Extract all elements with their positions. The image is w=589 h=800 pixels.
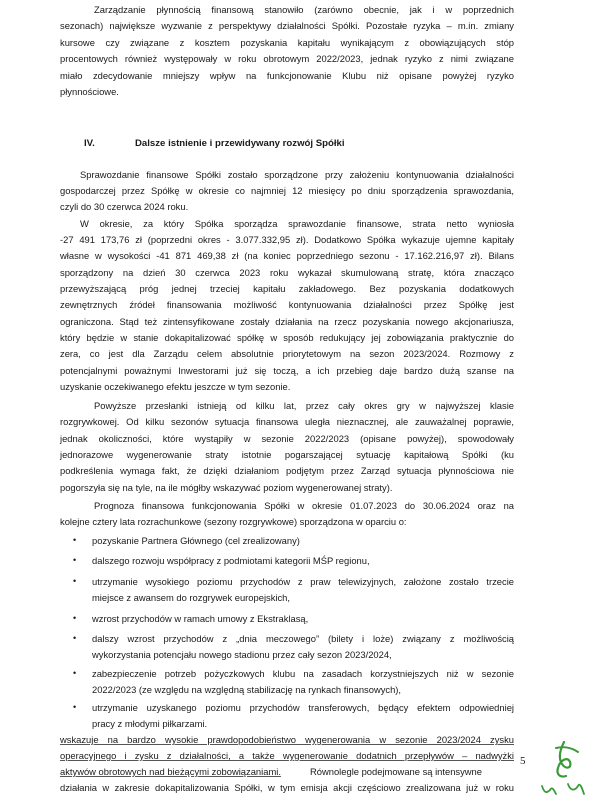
text-line: procentowych również występowały w roku obrotowym 2022/2023, jednak ryzyko z nimi związane — [60, 53, 514, 64]
list-item: wzrost przychodów w ramach umowy z Ekstraklasą, — [92, 613, 309, 624]
text-line: kursowe czy związane z kosztem pozyskania kapitału wynikającym z obowiązujących stóp — [60, 37, 514, 48]
bullet-icon: • — [73, 702, 77, 712]
text-line: własne w wysokości -41 871 469,38 zł (na koniec poprzedniego sezonu - 17.162.216,97 zł). Bilans — [60, 250, 514, 261]
bullet-icon: • — [73, 668, 77, 678]
bullet-icon: • — [73, 633, 77, 643]
list-item-continuation: wykorzystania potencjału nowego stadionu przez cały sezon 2023/2024, — [92, 649, 392, 660]
list-item: zabezpieczenie potrzeb pożyczkowych klubu na zasadach korzystniejszych niż w sezonie — [92, 668, 514, 679]
page-number: 5 — [520, 755, 526, 767]
text-line: zewnętrznych źródeł finansowania możliwość kontynuowania działalności przez Spółkę jest — [60, 299, 514, 310]
text-line: jednorazowe wygenerowanie straty istotnie pogarszającej sytuację kapitałową Spółki (ku — [60, 449, 514, 460]
text-line: który będzie w stanie dokapitalizować spółkę w sposób redukujący jej zobowiązania praktycznie do — [60, 332, 514, 343]
text-line: Równolegle podejmowane są intensywne — [310, 766, 482, 777]
text-line: działania w zakresie dokapitalizowania Spółki, w tym emisja akcji częściowo zrealizowana już w roku — [60, 782, 514, 793]
text-line: uzyskanie oczekiwanego efektu jeszcze w tym sezonie. — [60, 381, 291, 392]
list-item-continuation: miejsce z awansem do rozgrywek europejskich, — [92, 592, 290, 603]
bullet-icon: • — [73, 576, 77, 586]
text-line: -27 491 173,76 zł (poprzedni okres - 3.077.332,95 zł). Dodatkowo Spółka wykazuje ujemne kapitały — [60, 234, 514, 245]
text-line: aktywów obrotowych nad bieżącymi zobowiązaniami. — [60, 766, 281, 777]
text-line: rozgrywkowej. Od kilku sezonów sytuacja finansowa uległa nieznacznej, ale zauważalnej poprawie, — [60, 416, 514, 427]
text-line: W okresie, za który Spółka sporządza sprawozdanie finansowe, strata netto wyniosła — [80, 218, 514, 229]
text-line: gospodarczej przez Spółkę w okresie co najmniej 12 miesięcy po dniu sporządzenia sprawozdania, — [60, 185, 514, 196]
list-item: utrzymanie uzyskanego poziomu przychodów transferowych, będący efektem odpowiedniej — [92, 702, 514, 713]
text-line: płynnościowe. — [60, 86, 119, 97]
text-line: potencjalnymi poważnymi Inwestorami już się toczą, a ich przebieg daje bardzo dużą szanse na — [60, 365, 514, 376]
text-line: przewyższającą próg jednej trzeciej kapitału zakładowego. Bez pozyskania dodatkowych — [60, 283, 514, 294]
section-title: Dalsze istnienie i przewidywany rozwój Spółki — [135, 138, 345, 149]
text-line: Sprawozdanie finansowe Spółki zostało sporządzone przy założeniu kontynuowania działalności — [80, 169, 514, 180]
text-line: Powyższe przesłanki istnieją od kilku lat, przez cały okres gry w najwyższej klasie — [94, 400, 514, 411]
text-line: podkreślenia wymaga fakt, że dzięki działaniom podjętym przez Zarząd sytuacja płynnościowa nie — [60, 465, 514, 476]
text-line: Zarządzanie płynnością finansową stanowiło (zarówno obecnie, jak i w poprzednich — [94, 4, 514, 15]
text-line: kolejne cztery lata rozrachunkowe (sezony rozgrywkowe) sporządzona w oparciu o: — [60, 516, 407, 527]
text-line: Prognoza finansowa funkcjonowania Spółki w okresie 01.07.2023 do 30.06.2024 oraz na — [94, 500, 514, 511]
signature-initials-icon — [520, 728, 589, 800]
list-item: dalszego rozwoju współpracy z podmiotami kategorii MŚP regionu, — [92, 555, 370, 566]
list-item: pozyskanie Partnera Głównego (cel zrealizowany) — [92, 535, 300, 546]
bullet-icon: • — [73, 555, 77, 565]
text-line: jednak okoliczności, które wystąpiły w sezonie 2022/2023 (opisane powyżej), spowodowały — [60, 433, 514, 444]
bullet-icon: • — [73, 535, 77, 545]
text-line: sporządzony na dzień 30 czerwca 2023 roku wykazał skumulowaną stratę, która znacząco — [60, 267, 514, 278]
list-item: utrzymanie wysokiego poziomu przychodów z praw telewizyjnych, założone zostało trzecie — [92, 576, 514, 587]
text-line: operacyjnego i zysku z działalności, a także wygenerowanie dodatnich przepływów – nadwyżki — [60, 750, 514, 761]
bullet-icon: • — [73, 613, 77, 623]
list-item-continuation: pracy z młodymi piłkarzami. — [92, 718, 208, 729]
text-line: czyli do 30 czerwca 2024 roku. — [60, 201, 189, 212]
text-line: wskazuje na bardzo wysokie prawdopodobieństwo wygenerowania w sezonie 2023/2024 zysku — [60, 734, 514, 745]
text-line: pogorszyła się na tyle, na ile mógłby wskazywać poziom wygenerowanej straty). — [60, 482, 393, 493]
list-item-continuation: 2022/2023 (ze względu na względną stabilizację na rynkach finansowych), — [92, 684, 402, 695]
text-line: sezonach) największe wyzwanie z perspektywy działalności Spółki. Pozostałe ryzyka – m.in. zmiany — [60, 20, 514, 31]
list-item: dalszy wzrost przychodów z „dnia meczowego” (bilety i loże) związany z możliwością — [92, 633, 514, 644]
section-number: IV. — [84, 138, 95, 149]
text-line: ograniczona. Stąd też zintensyfikowane zostały działania na rzecz pozyskania nowego akcjonariusza, — [60, 316, 514, 327]
text-line: miało zdecydowanie mniejszy wpływ na funkcjonowanie Klubu niż opisane powyżej ryzyko — [60, 70, 514, 81]
text-line: zera, co jest dla Zarządu celem absolutnie priorytetowym na sezon 2023/2024. Rozmowy z — [60, 348, 514, 359]
